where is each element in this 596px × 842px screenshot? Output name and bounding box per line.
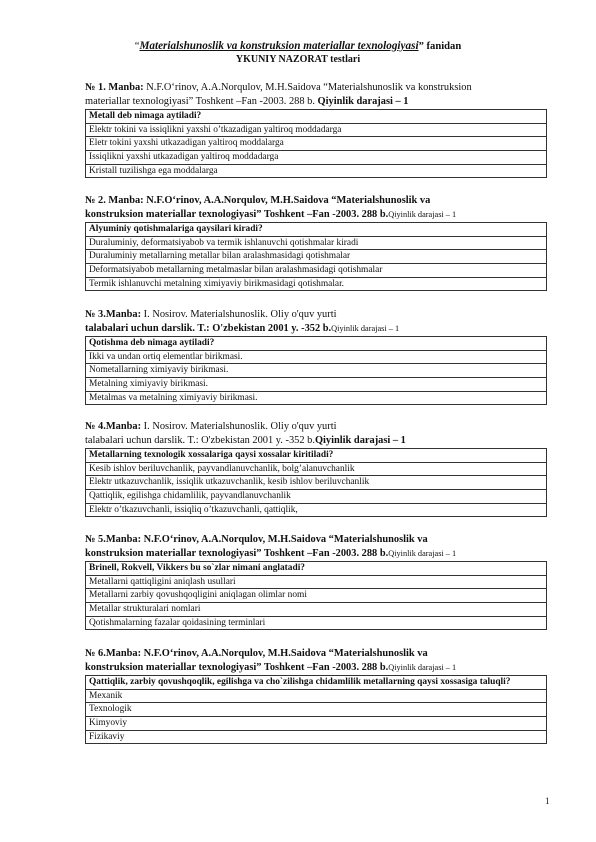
- difficulty-label: Qiyinlik darajasi – 1: [388, 209, 457, 219]
- source-text: materiallar texnologiyasi” Toshkent –Fan -2003. 288 b.: [85, 95, 318, 107]
- question-row: [86, 337, 547, 351]
- source-text: konstruksion materiallar texnologiyasi” Toshkent –Fan -2003. 288 b.: [85, 208, 389, 220]
- answer-option: Kristall tuzilishga ega moddalarga: [86, 164, 547, 178]
- answer-option: Texnologik: [86, 703, 547, 717]
- question-text: Qattiqlik, zarbiy qovushqoqlik, egilishga va cho`zilishga chidamlilik metallarning qaysi xossasiga taluqli?: [86, 676, 547, 690]
- source-line: [85, 435, 547, 448]
- question-text: Brinell, Rokvell, Vikkers bu so`zlar nimani anglatadi?: [86, 562, 547, 576]
- source-text: № 3.Manba:: [85, 309, 142, 320]
- answer-option: Nometallarning ximiyaviy birikmasi.: [86, 364, 547, 378]
- question-row: [86, 110, 547, 124]
- source-line: [85, 662, 547, 675]
- question-block-6: [85, 648, 547, 744]
- answer-table: [85, 675, 547, 744]
- source-text: № 6.Manba: N.F.O‘rinov, A.A.Norqulov, M.H.Saidova “Materialshunoslik va: [85, 648, 428, 659]
- answer-option-row: [86, 503, 547, 517]
- source-text: konstruksion materiallar texnologiyasi” Toshkent –Fan -2003. 288 b.: [85, 661, 389, 673]
- answer-option: Metallar strukturalari nomlari: [86, 602, 547, 616]
- answer-option-row: [86, 703, 547, 717]
- difficulty-label: Qiyinlik darajasi – 1: [388, 548, 457, 558]
- question-row: [86, 449, 547, 463]
- answer-option-row: [86, 364, 547, 378]
- question-text: Qotishma deb nimaga aytiladi?: [86, 337, 547, 351]
- answer-option-row: [86, 616, 547, 630]
- answer-option-row: [86, 575, 547, 589]
- source-line: [85, 548, 547, 561]
- answer-table: [85, 561, 547, 630]
- source-line: [85, 648, 547, 661]
- answer-option: Kesib ishlov beriluvchanlik, payvandlanuvchanlik, bolg’alanuvchanlik: [86, 462, 547, 476]
- answer-option-row: [86, 150, 547, 164]
- answer-option-row: [86, 589, 547, 603]
- source-line: [85, 421, 547, 434]
- answer-option: Deformatsiyabob metallarning metalmaslar bilan aralashmasidagi qotishmalar: [86, 263, 547, 277]
- answer-table: [85, 222, 547, 291]
- source-line: [85, 195, 547, 208]
- answer-option-row: [86, 716, 547, 730]
- answer-option-row: [86, 377, 547, 391]
- answer-option: Metallarni qattiqligini aniqlash usullari: [86, 575, 547, 589]
- question-row: [86, 676, 547, 690]
- answer-option-row: [86, 730, 547, 744]
- source-line: [85, 82, 547, 95]
- source-line: [85, 209, 547, 222]
- document-subtitle: YKUNIY NAZORAT testlari: [235, 54, 361, 65]
- answer-option: Qattiqlik, egilishga chidamlilik, payvandlanuvchanlik: [86, 489, 547, 503]
- answer-option-row: [86, 476, 547, 490]
- source-text: I. Nosirov. Materialshunoslik. Oliy o'quv yurti: [141, 309, 337, 320]
- difficulty-label: Qiyinlik darajasi – 1: [331, 323, 400, 333]
- answer-option: Elektr utkazuvchanlik, issiqlik utkazuvchanlik, kesib ishlov beriluvchanlik: [86, 476, 547, 490]
- answer-option-row: [86, 250, 547, 264]
- answer-option-row: [86, 137, 547, 151]
- title-open-quote: “: [134, 41, 140, 52]
- title-suffix: fanidan: [423, 41, 462, 52]
- answer-option-row: [86, 689, 547, 703]
- answer-option-row: [86, 391, 547, 405]
- answer-option: Metalning ximiyaviy birikmasi.: [86, 377, 547, 391]
- answer-option-row: [86, 263, 547, 277]
- source-text: talabalari uchun darslik. T.: O'zbekistan 2001 y. -352 b.: [85, 322, 332, 334]
- answer-option-row: [86, 236, 547, 250]
- answer-option: Elektr tokini va issiqlikni yaxshi o’tkazadigan yaltiroq moddadarga: [86, 123, 547, 137]
- document-title: [0, 40, 596, 52]
- question-block-4: [85, 421, 547, 517]
- source-text: N.F.O‘rinov, A.A.Norqulov, M.H.Saidova “Materialshunoslik va konstruksion: [143, 82, 472, 93]
- answer-option: Eletr tokini yaxshi utkazadigan yaltiroq moddalarga: [86, 137, 547, 151]
- source-line: [85, 534, 547, 547]
- answer-option: Elektr o’tkazuvchanli, issiqliq o’tkazuvchanli, qattiqlik,: [86, 503, 547, 517]
- answer-option-row: [86, 462, 547, 476]
- answer-option: Ikki va undan ortiq elementlar birikmasi.: [86, 350, 547, 364]
- answer-option: Issiqlikni yaxshi utkazadigan yaltiroq moddadarga: [86, 150, 547, 164]
- answer-table: [85, 109, 547, 178]
- answer-option: Fizikaviy: [86, 730, 547, 744]
- answer-option: Duraluminiy metallarning metallar bilan aralashmasidagi qotishmalar: [86, 250, 547, 264]
- answer-table: [85, 448, 547, 517]
- question-row: [86, 223, 547, 237]
- answer-option-row: [86, 602, 547, 616]
- question-block-1: [85, 82, 547, 178]
- source-text: talabalari uchun darslik. T.: O'zbekistan 2001 y. -352 b.: [85, 434, 315, 446]
- source-text: № 5.Manba: N.F.O‘rinov, A.A.Norqulov, M.H.Saidova “Materialshunoslik va: [85, 534, 428, 545]
- question-block-5: [85, 534, 547, 630]
- answer-option: Metalmas va metalning ximiyaviy birikmasi.: [86, 391, 547, 405]
- answer-option: Metallarni zarbiy qovushqoqligini aniqlagan olimlar nomi: [86, 589, 547, 603]
- answer-option-row: [86, 277, 547, 291]
- question-text: Metall deb nimaga aytiladi?: [86, 110, 547, 124]
- answer-option: Qotishmalarning fazalar qoidasining terminlari: [86, 616, 547, 630]
- source-line: [85, 309, 547, 322]
- question-text: Metallarning texnologik xossalariga qaysi xossalar kiritiladi?: [86, 449, 547, 463]
- answer-option: Mexanik: [86, 689, 547, 703]
- answer-option-row: [86, 123, 547, 137]
- title-close-quote: ”: [418, 41, 424, 52]
- question-text: Alyuminiy qotishmalariga qaysilari kiradi?: [86, 223, 547, 237]
- question-block-2: [85, 195, 547, 291]
- source-text: I. Nosirov. Materialshunoslik. Oliy o'quv yurti: [141, 421, 337, 432]
- difficulty-label: Qiyinlik darajasi – 1: [317, 95, 409, 107]
- answer-option: Kimyoviy: [86, 716, 547, 730]
- source-text: № 2. Manba: N.F.O‘rinov, A.A.Norqulov, M.H.Saidova “Materialshunoslik va: [85, 195, 431, 206]
- subject-name: Materialshunoslik va konstruksion materiallar texnologiyasi: [139, 40, 419, 52]
- answer-option: Duraluminiy, deformatsiyabob va termik ishlanuvchi qotishmalar kiradi: [86, 236, 547, 250]
- question-row: [86, 562, 547, 576]
- page-number: 1: [545, 796, 550, 806]
- difficulty-label: Qiyinlik darajasi – 1: [388, 662, 457, 672]
- answer-table: [85, 336, 547, 405]
- answer-option-row: [86, 350, 547, 364]
- source-line: [85, 96, 547, 109]
- difficulty-label: Qiyinlik darajasi – 1: [314, 434, 406, 446]
- source-text: konstruksion materiallar texnologiyasi” Toshkent –Fan -2003. 288 b.: [85, 547, 389, 559]
- source-text: № 4.Manba:: [85, 421, 142, 432]
- source-line: [85, 323, 547, 336]
- source-text: № 1. Manba:: [85, 82, 144, 93]
- question-block-3: [85, 309, 547, 405]
- answer-option-row: [86, 489, 547, 503]
- answer-option: Termik ishlanuvchi metalning ximiyaviy birikmasidagi qotishmalar.: [86, 277, 547, 291]
- answer-option-row: [86, 164, 547, 178]
